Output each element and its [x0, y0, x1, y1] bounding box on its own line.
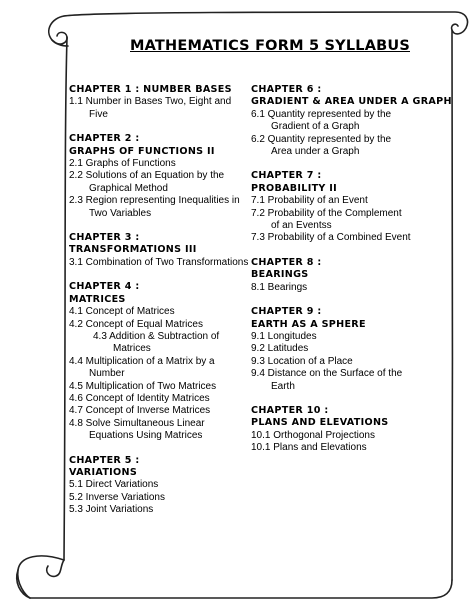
topic-item: 6.2 Quantity represented by the Area under a Graph: [251, 133, 392, 158]
chapter-block: [251, 170, 411, 244]
chapter-heading: CHAPTER 10 :: [251, 404, 329, 416]
topic-item: 5.3 Joint Variations: [69, 504, 154, 516]
chapter-block: [69, 133, 249, 220]
topic-item: 2.2 Solutions of an Equation by the Graphical Method: [69, 170, 225, 194]
chapter-block: [69, 455, 249, 517]
chapter-heading: PROBABILITY II: [251, 182, 338, 194]
chapter-heading: CHAPTER 9 :: [251, 306, 322, 318]
chapter-block: [251, 405, 411, 455]
chapter-heading: CHAPTER 5 :: [69, 454, 140, 466]
topic-item: 6.1 Quantity represented by the Gradient of a Graph: [251, 108, 392, 133]
topic-item: 5.2 Inverse Variations: [69, 491, 165, 503]
topic-item: 4.6 Concept of Identity Matrices: [69, 392, 210, 404]
page-title: MATHEMATICS FORM 5 SYLLABUS: [130, 38, 410, 54]
topic-item: 4.5 Multiplication of Two Matrices: [69, 380, 217, 392]
chapter-heading: CHAPTER 8 :: [251, 256, 322, 268]
topic-item: 4.7 Concept of Inverse Matrices: [69, 405, 211, 417]
topic-item: 3.1 Combination of Two Transformations: [69, 256, 249, 268]
chapter-heading: MATRICES: [69, 293, 126, 305]
chapter-heading: TRANSFORMATIONS III: [69, 244, 197, 256]
chapter-block: [251, 306, 411, 393]
topic-item: 4.4 Multiplication of a Matrix by a Number: [69, 355, 215, 380]
chapter-heading: GRAPHS OF FUNCTIONS II: [69, 145, 215, 157]
topic-item: 4.2 Concept of Equal Matrices: [69, 318, 203, 330]
topic-item: 7.3 Probability of a Combined Event: [251, 232, 411, 244]
right-column: [251, 84, 452, 467]
topic-item: 1.1 Number in Bases Two, Eight and Five: [69, 96, 232, 120]
topic-item: 4.1 Concept of Matrices: [69, 306, 175, 318]
topic-item: 2.1 Graphs of Functions: [69, 158, 176, 170]
topic-item: 2.3 Region representing Inequalities in Two Variables: [69, 195, 240, 219]
left-column: [69, 84, 249, 529]
topic-item: 8.1 Bearings: [251, 281, 308, 293]
topic-item: 9.3 Location of a Place: [251, 355, 353, 367]
topic-item: 9.2 Latitudes: [251, 343, 309, 355]
chapter-heading: CHAPTER 1 : NUMBER BASES: [69, 84, 232, 95]
chapter-heading: CHAPTER 3 :: [69, 232, 140, 244]
topic-item: 10.1 Orthogonal Projections: [251, 429, 375, 441]
chapter-heading: GRADIENT & AREA UNDER A GRAPH: [251, 96, 452, 108]
topic-item: 9.1 Longitudes: [251, 330, 317, 342]
topic-item: 10.1 Plans and Elevations: [251, 442, 367, 454]
chapter-heading: CHAPTER 7 :: [251, 170, 322, 182]
chapter-block: [69, 84, 249, 121]
chapter-block: [69, 232, 249, 269]
chapter-heading: PLANS AND ELEVATIONS: [251, 417, 389, 429]
chapter-heading: CHAPTER 6 :: [251, 84, 322, 95]
chapter-heading: CHAPTER 4 :: [69, 281, 140, 293]
chapter-block: [251, 84, 452, 158]
chapter-heading: EARTH AS A SPHERE: [251, 318, 366, 330]
chapter-heading: CHAPTER 2 :: [69, 133, 140, 145]
chapter-heading: VARIATIONS: [69, 466, 138, 478]
topic-item: 5.1 Direct Variations: [69, 479, 159, 491]
chapter-block: [69, 281, 249, 442]
topic-item: 7.2 Probability of the Complement of an Eventss: [251, 207, 402, 232]
topic-item: 4.8 Solve Simultaneous Linear Equations Using Matrices: [69, 417, 205, 442]
topic-item: 4.3 Addition & Subtraction of Matrices: [93, 330, 220, 355]
topic-item: 9.4 Distance on the Surface of the Earth: [251, 368, 403, 392]
topic-item: 7.1 Probability of an Event: [251, 195, 368, 207]
chapter-heading: BEARINGS: [251, 269, 309, 281]
chapter-block: [251, 257, 411, 294]
